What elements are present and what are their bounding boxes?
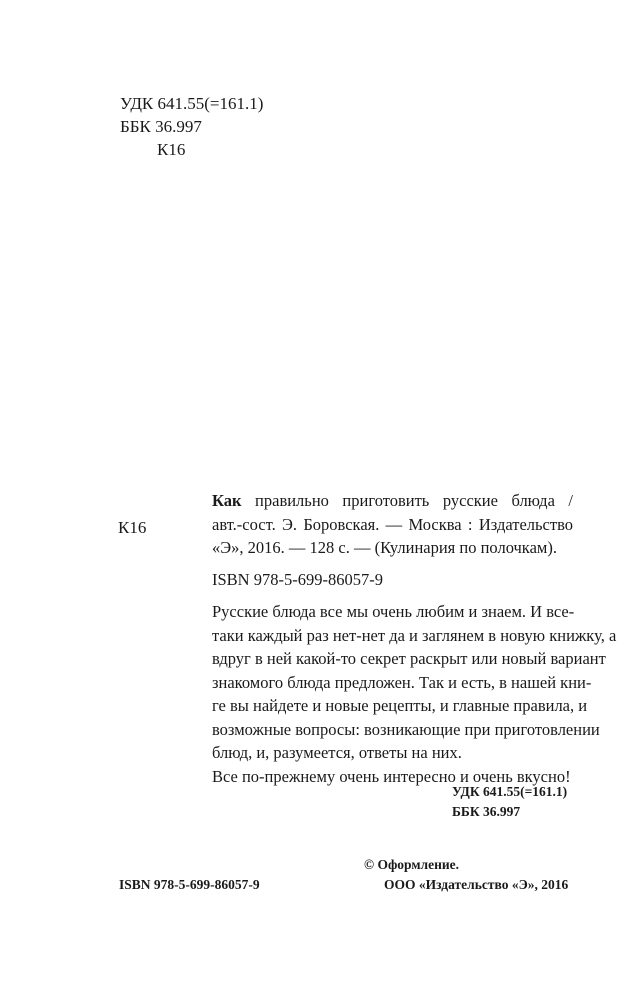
- catalog-title-rest: правильно приготовить русские блюда /: [241, 491, 573, 510]
- annotation-line: таки каждый раз нет-нет да и заглянем в новую книжку, а: [212, 625, 617, 645]
- entry-isbn: ISBN 978-5-699-86057-9: [212, 570, 383, 589]
- author-mark: К16: [157, 140, 186, 159]
- bottom-udk-code: УДК 641.55(=161.1): [452, 784, 568, 799]
- bbk-code: ББК 36.997: [120, 117, 202, 136]
- bottom-bbk-code: ББК 36.997: [452, 804, 521, 819]
- annotation-line: блюд, и, разумеется, ответы на них.: [212, 743, 462, 762]
- annotation-line: возможные вопросы: возникающие при приготовлении: [212, 719, 600, 739]
- annotation-line: Все по-прежнему очень интересно и очень вкусно!: [212, 766, 571, 786]
- catalog-title-lead: Как: [212, 491, 242, 510]
- annotation-line: вдруг в ней какой-то секрет раскрыт или новый вариант: [212, 649, 606, 668]
- copyright-design: © Оформление.: [364, 857, 460, 872]
- annotation-line: знакомого блюда предложен. Так и есть, в нашей кни-: [212, 672, 592, 692]
- catalog-line-1: [212, 489, 573, 513]
- annotation-line: ге вы найдете и новые рецепты, и главные правила, и: [212, 696, 588, 715]
- udk-code: УДК 641.55(=161.1): [120, 94, 264, 113]
- catalog-line-2: авт.-сост. Э. Боровская. — Москва : Издательство: [212, 514, 573, 534]
- copyright-publisher: ООО «Издательство «Э», 2016: [384, 877, 569, 892]
- catalog-entry: [212, 489, 573, 560]
- footer-isbn: ISBN 978-5-699-86057-9: [119, 877, 260, 892]
- annotation: [212, 600, 617, 788]
- catalog-line-3: «Э», 2016. — 128 с. — (Кулинария по полочкам).: [212, 538, 557, 557]
- annotation-line: Русские блюда все мы очень любим и знаем. И все-: [212, 602, 575, 621]
- entry-author-mark: К16: [118, 518, 147, 537]
